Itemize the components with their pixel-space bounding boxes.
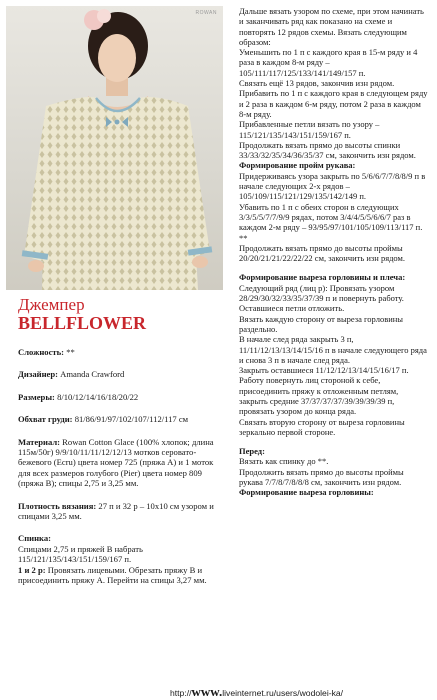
designer-value: Amanda Crawford [60, 369, 125, 380]
model-photo [6, 6, 223, 290]
paragraph: Дальше вязать узором по схеме, при этом начинать и заканчивать ряд как показано на схеме и повторять 12 рядов схемы. Вязать следующим образом: [239, 6, 424, 47]
paragraph: Вязать каждую сторону от выреза горловины раздельно. [239, 313, 404, 334]
footer-rest: liveinternet.ru/users/wodolei-ka/ [222, 688, 344, 698]
section-heading: Перед: [239, 446, 265, 457]
row-label: 1 и 2 р: [18, 564, 46, 575]
material-value: Rowan Cotton Glace (100% хлопок; длина 115м/50г) 9/9/10/11/11/12/12/13 мотков серовато-бежевого (Ecru) цвета номер 725 (пряжа А) и 1 моток для всех размеров голубого (Pier) цвета номер 809 (пряжа В); спицы 2,75 и 3,25 мм. [18, 436, 214, 489]
gauge-label: Плотность вязания: [18, 500, 97, 511]
paragraph: Прибавить по 1 п с каждого края в следующем ряду и 2 раза в каждом 6-м ряду, потом 2 раза в каждом 8-м ряду. [239, 88, 428, 119]
footer-url[interactable] [170, 684, 343, 700]
section-heading: Формирование пройм рукава: [239, 160, 356, 171]
section-heading: Формирование выреза горловины и плеча: [239, 272, 406, 283]
designer [18, 369, 223, 379]
difficulty [18, 347, 223, 357]
material [18, 437, 223, 489]
section-heading: Формирование выреза горловины: [239, 487, 374, 498]
footer-www: www. [191, 684, 223, 699]
back-label: Спинка: [18, 533, 52, 544]
row-value: Провязать лицевыми. Обрезать пряжу В и присоединить пряжу А. Перейти на спицы 3,27 мм. [18, 564, 207, 586]
paragraph: Продолжать вязать прямо до высоты спинки 33/33/32/35/34/36/35/37 см, закончить изн рядом. [239, 139, 416, 161]
sizes [18, 392, 223, 402]
paragraph: Убавить по 1 п с обеих сторон в следующих 3/3/5/5/7/7/9/9 рядах, потом 3/4/4/5/5/6/6/7 раз в каждом 2-м ряду – 93/95/97/101/105/109/113/117 п. ** [239, 201, 423, 243]
material-label: Материал: [18, 436, 61, 447]
paragraph: Вязать как спинку до **. [239, 456, 329, 467]
chest [18, 414, 223, 424]
back [18, 533, 223, 585]
gauge [18, 501, 223, 522]
difficulty-value: ** [66, 347, 75, 357]
right-column [239, 6, 429, 498]
paragraph: Закрыть оставшиеся 11/12/12/13/14/15/16/17 п. [239, 365, 409, 376]
back-value: Спицами 2,75 и пряжей В набрать 115/121/135/143/151/159/167 п. [18, 543, 143, 565]
model-illustration [6, 6, 223, 290]
paragraph: Связать вторую сторону от выреза горловины зеркально первой стороне. [239, 416, 405, 437]
footer-prefix: http:// [170, 688, 192, 698]
sizes-value: 8/10/12/14/16/18/20/22 [57, 391, 139, 402]
left-column [18, 296, 223, 586]
paragraph: Уменьшить по 1 п с каждого края в 15-м ряду и 4 раза в каждом 8-м ряду – 105/111/117/125/133/141/149/157 п. [239, 47, 418, 78]
title-line1: Джемпер [18, 295, 85, 314]
paragraph: В начале след ряда закрыть 3 п, 11/11/12/13/13/14/15/16 п в начале следующего ряда и снова 3 п в начале след ряда. [239, 334, 427, 365]
sizes-label: Размеры: [18, 391, 55, 402]
paragraph: Прибавленные петли вязать по узору – 115/121/135/143/151/159/167 п. [239, 119, 380, 140]
gauge-value: 27 п и 32 р – 10x10 см узором и спицами 3,25 мм. [18, 500, 214, 522]
title-line2: BELLFLOWER [18, 313, 147, 333]
designer-label: Дизайнер: [18, 369, 58, 380]
paragraph: Работу повернуть лиц стороной к себе, присоединить пряжу к отложенным петлям, закрыть средние 37/37/37/37/39/39/39/39 п, провязать узором до конца ряда. [239, 375, 399, 417]
paragraph: Продолжить вязать прямо до высоты проймы рукава 7/7/8/7/8/8/8 см, закончить изн рядом. [239, 466, 404, 488]
chest-label: Обхват груди: [18, 414, 73, 425]
chest-value: 81/86/91/97/102/107/112/117 см [74, 414, 189, 425]
paragraph: Следующий ряд (лиц р): Провязать узором 28/29/30/32/33/35/37/39 п и повернуть работу. Оставшиеся петли отложить. [239, 282, 404, 314]
paragraph: Придерживаясь узора закрыть по 5/6/6/7/7/8/8/9 п в начале следующих 2-х рядов – 105/109/115/121/129/135/142/149 п. [239, 170, 426, 202]
paragraph: Связать ещё 13 рядов, закончив изн рядом. [239, 78, 395, 89]
brand-mark: ROWAN [195, 10, 217, 16]
paragraph: Продолжать вязать прямо до высоты проймы 20/20/21/21/22/22/22 см, закончить изн рядом. [239, 242, 406, 264]
difficulty-label: Сложность: [18, 347, 65, 357]
